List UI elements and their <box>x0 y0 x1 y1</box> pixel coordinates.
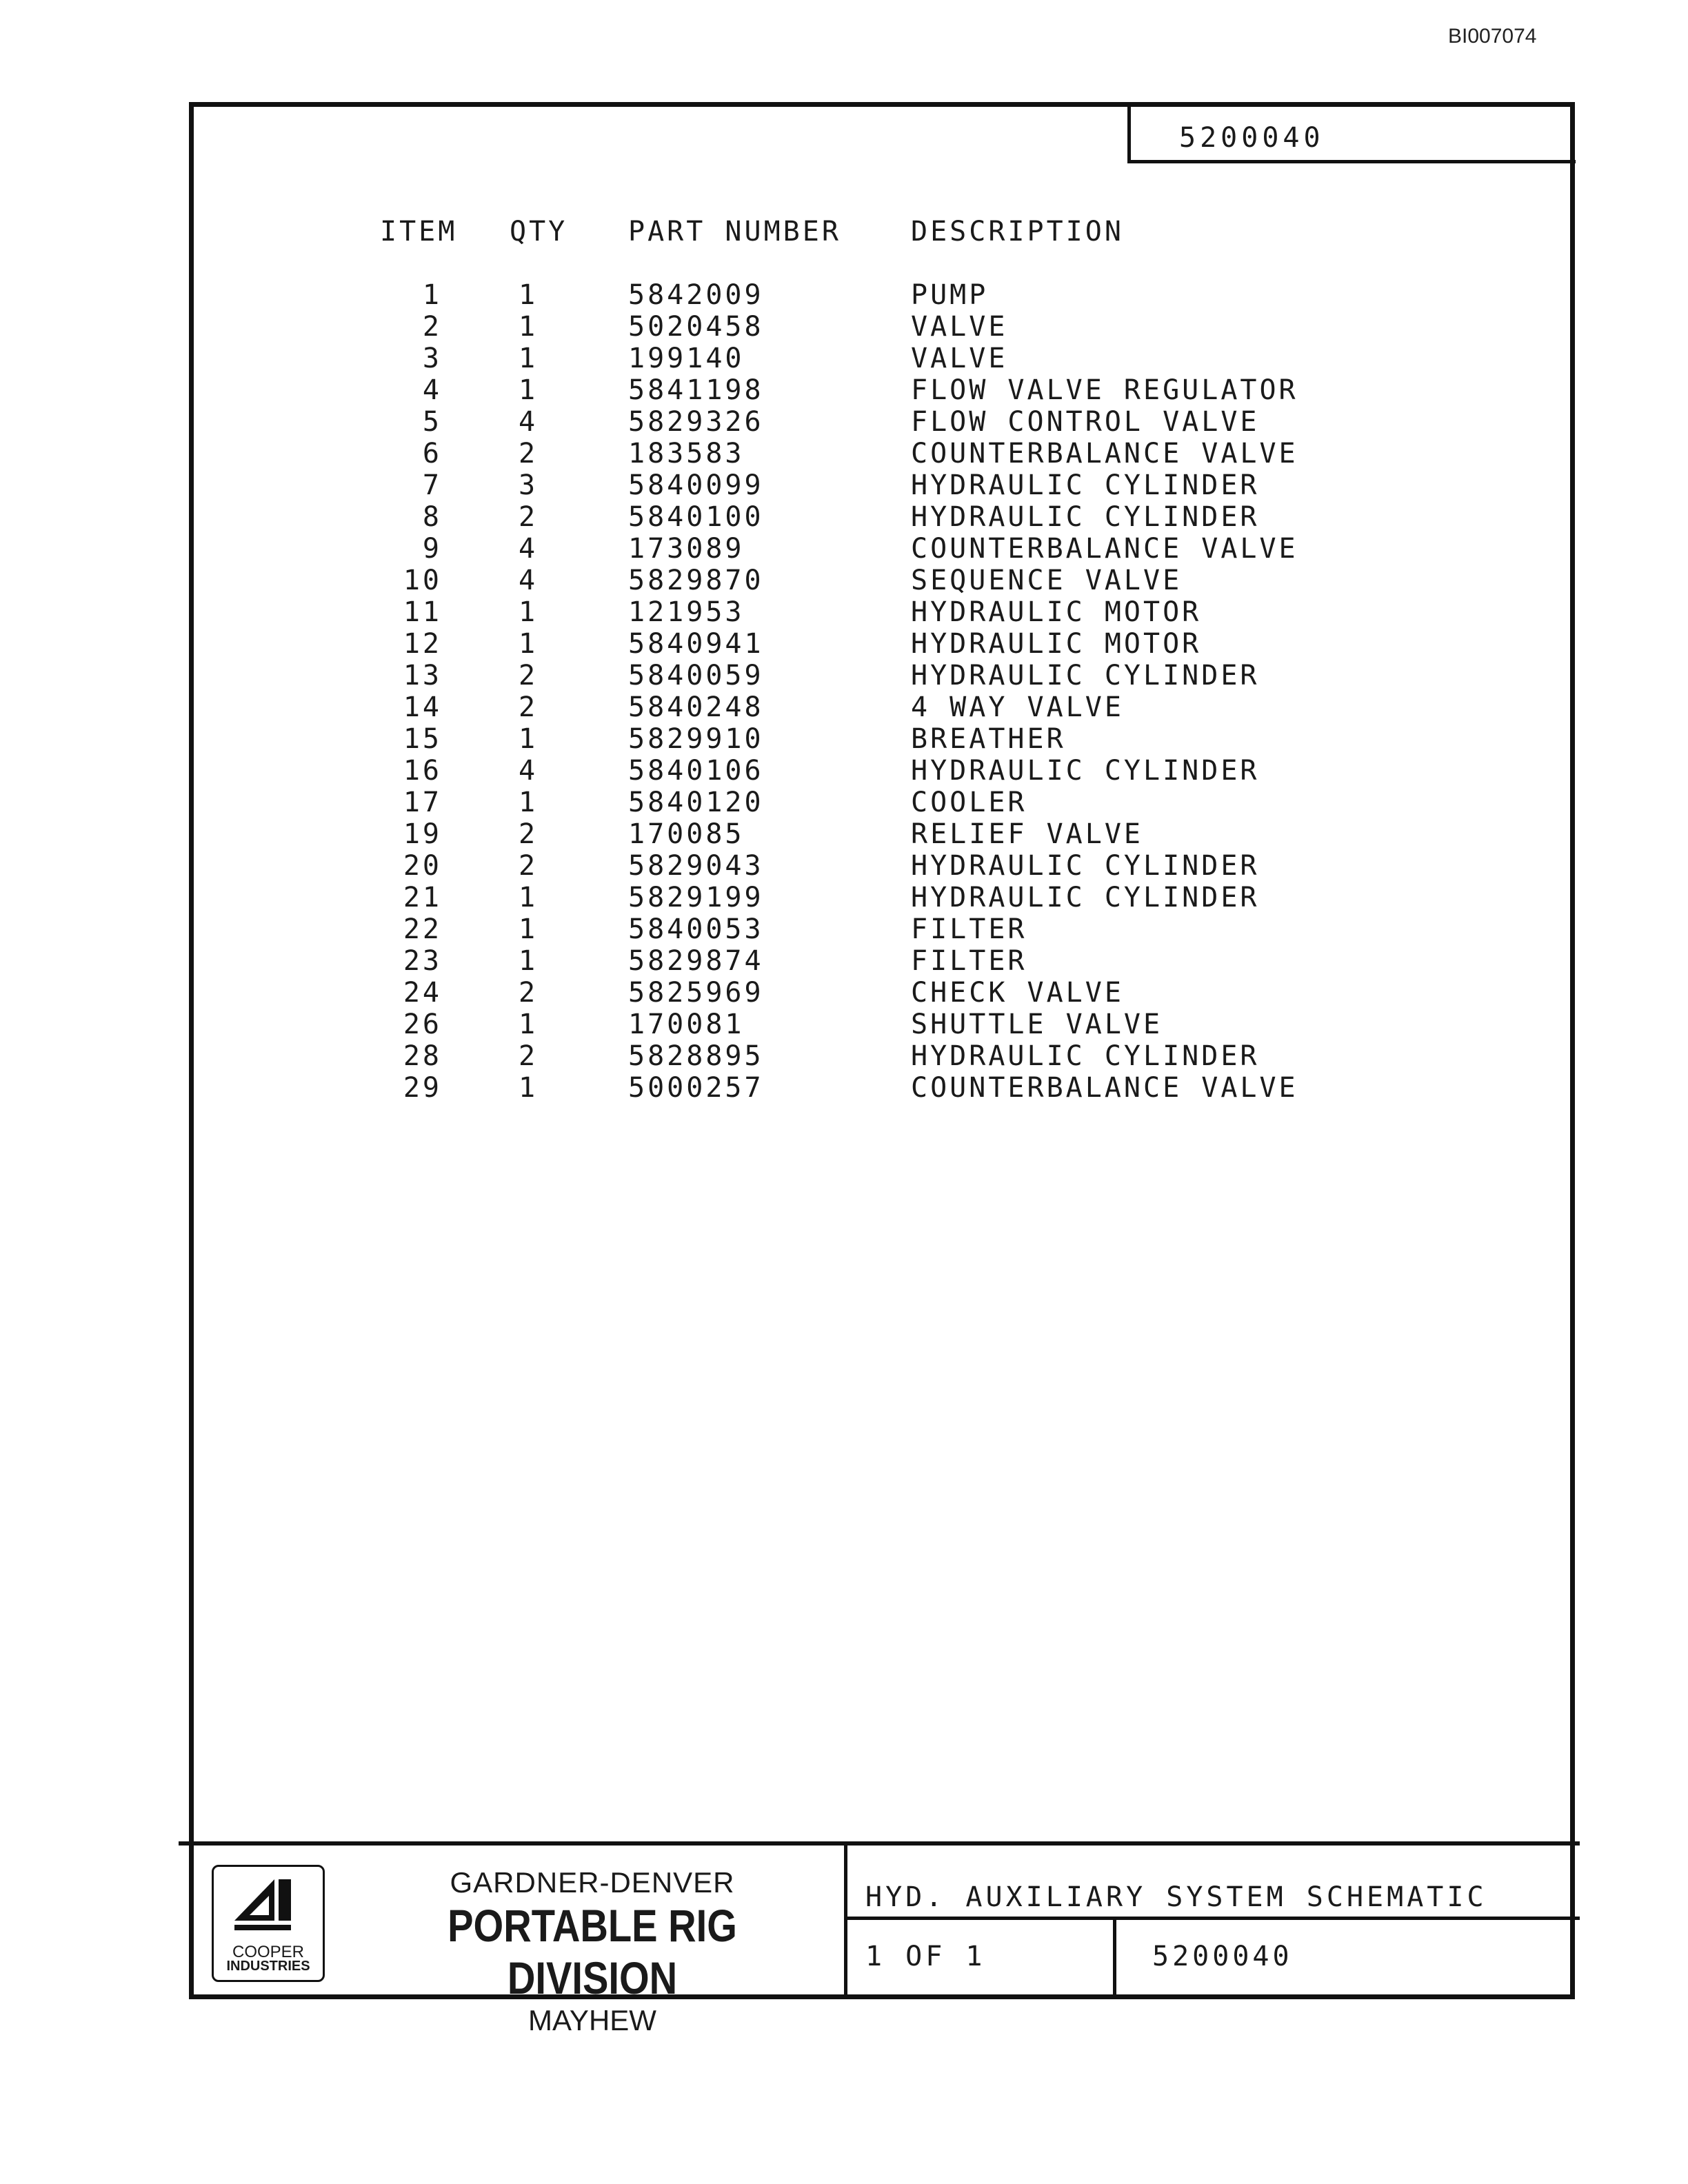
cell-description: BREATHER <box>911 723 1066 755</box>
cooper-industries-logo <box>212 1865 325 1982</box>
cell-qty: 1 <box>518 1009 539 1040</box>
cell-description: COUNTERBALANCE VALVE <box>911 438 1298 469</box>
cell-qty: 2 <box>518 850 539 882</box>
cell-item: 11 <box>403 596 442 628</box>
drawing-number: 5200040 <box>1152 1941 1293 1972</box>
table-row <box>332 913 1394 945</box>
cell-qty: 2 <box>518 818 539 850</box>
cell-part-number: 170081 <box>628 1009 745 1040</box>
cell-qty: 2 <box>518 660 539 691</box>
cell-description: FLOW VALVE REGULATOR <box>911 374 1298 406</box>
cell-qty: 2 <box>518 977 539 1009</box>
cell-qty: 1 <box>518 945 539 977</box>
cell-qty: 1 <box>518 628 539 660</box>
cell-qty: 1 <box>518 723 539 755</box>
cell-qty: 1 <box>518 279 539 311</box>
cell-item: 23 <box>403 945 442 977</box>
cell-part-number: 121953 <box>628 596 745 628</box>
cell-description: HYDRAULIC CYLINDER <box>911 850 1260 882</box>
cell-item: 8 <box>422 501 442 533</box>
cell-item: 7 <box>422 469 442 501</box>
logo-line2: INDUSTRIES <box>226 1959 310 1974</box>
cell-qty: 1 <box>518 882 539 913</box>
cell-part-number: 5000257 <box>628 1072 764 1104</box>
parts-list-header <box>332 216 1394 247</box>
table-row <box>332 882 1394 913</box>
cell-part-number: 5829910 <box>628 723 764 755</box>
company-line3: MAYHEW <box>528 2004 656 2036</box>
cell-qty: 4 <box>518 406 539 438</box>
table-row <box>332 1040 1394 1072</box>
cell-part-number: 5829199 <box>628 882 764 913</box>
drawing-frame <box>189 102 1575 2036</box>
cell-description: HYDRAULIC CYLINDER <box>911 1040 1260 1072</box>
table-row <box>332 406 1394 438</box>
cell-description: HYDRAULIC CYLINDER <box>911 660 1260 691</box>
cell-qty: 3 <box>518 469 539 501</box>
cell-part-number: 170085 <box>628 818 745 850</box>
table-row <box>332 755 1394 787</box>
cell-part-number: 5829870 <box>628 565 764 596</box>
cell-part-number: 5842009 <box>628 279 764 311</box>
company-name <box>351 1866 834 2037</box>
table-row <box>332 343 1394 374</box>
cell-description: CHECK VALVE <box>911 977 1124 1009</box>
cell-item: 5 <box>422 406 442 438</box>
cell-description: COUNTERBALANCE VALVE <box>911 1072 1298 1104</box>
cell-description: COUNTERBALANCE VALVE <box>911 533 1298 565</box>
cell-item: 10 <box>403 565 442 596</box>
cell-part-number: 5828895 <box>628 1040 764 1072</box>
cell-part-number: 5840941 <box>628 628 764 660</box>
company-block <box>179 1846 847 2036</box>
table-row <box>332 628 1394 660</box>
cell-qty: 2 <box>518 691 539 723</box>
cell-description: COOLER <box>911 787 1027 818</box>
cell-qty: 2 <box>518 438 539 469</box>
cell-part-number: 199140 <box>628 343 745 374</box>
sheet-number: 1 OF 1 <box>847 1920 1116 1999</box>
cell-qty: 4 <box>518 565 539 596</box>
header-description: DESCRIPTION <box>911 216 1124 247</box>
table-row <box>332 311 1394 343</box>
cell-description: SEQUENCE VALVE <box>911 565 1183 596</box>
cell-part-number: 5829326 <box>628 406 764 438</box>
cell-item: 28 <box>403 1040 442 1072</box>
cell-part-number: 183583 <box>628 438 745 469</box>
cell-part-number: 5840100 <box>628 501 764 533</box>
cell-description: FILTER <box>911 913 1027 945</box>
bates-number: BI007074 <box>1448 25 1537 48</box>
table-row <box>332 660 1394 691</box>
table-row <box>332 723 1394 755</box>
cell-item: 14 <box>403 691 442 723</box>
header-item: ITEM <box>380 216 458 247</box>
table-row <box>332 565 1394 596</box>
cell-qty: 1 <box>518 311 539 343</box>
cell-description: HYDRAULIC MOTOR <box>911 596 1202 628</box>
parts-list-rows <box>332 279 1394 1104</box>
table-row <box>332 945 1394 977</box>
header-qty: QTY <box>510 216 568 247</box>
cell-qty: 4 <box>518 755 539 787</box>
cell-item: 2 <box>422 311 442 343</box>
cell-qty: 1 <box>518 596 539 628</box>
parts-list <box>332 216 1394 1104</box>
cell-item: 24 <box>403 977 442 1009</box>
cell-description: FLOW CONTROL VALVE <box>911 406 1260 438</box>
cell-description: RELIEF VALVE <box>911 818 1143 850</box>
cell-part-number: 5840059 <box>628 660 764 691</box>
cell-part-number: 5829874 <box>628 945 764 977</box>
cell-qty: 1 <box>518 913 539 945</box>
table-row <box>332 691 1394 723</box>
cell-part-number: 5020458 <box>628 311 764 343</box>
cell-qty: 2 <box>518 501 539 533</box>
drawing-title: HYD. AUXILIARY SYSTEM SCHEMATIC <box>847 1846 1580 1920</box>
table-row <box>332 787 1394 818</box>
cell-qty: 2 <box>518 1040 539 1072</box>
cell-item: 22 <box>403 913 442 945</box>
cell-item: 15 <box>403 723 442 755</box>
cell-description: PUMP <box>911 279 989 311</box>
cell-description: HYDRAULIC CYLINDER <box>911 501 1260 533</box>
cell-item: 26 <box>403 1009 442 1040</box>
cell-part-number: 5840053 <box>628 913 764 945</box>
table-row <box>332 977 1394 1009</box>
cell-qty: 1 <box>518 343 539 374</box>
cell-qty: 1 <box>518 374 539 406</box>
cell-description: 4 WAY VALVE <box>911 691 1124 723</box>
cell-part-number: 5840106 <box>628 755 764 787</box>
cell-part-number: 5825969 <box>628 977 764 1009</box>
cell-item: 20 <box>403 850 442 882</box>
table-row <box>332 279 1394 311</box>
cell-qty: 1 <box>518 787 539 818</box>
company-line2: PORTABLE RIG DIVISION <box>448 1900 737 2003</box>
table-row <box>332 1072 1394 1104</box>
cell-item: 16 <box>403 755 442 787</box>
cell-description: VALVE <box>911 311 1008 343</box>
table-row <box>332 501 1394 533</box>
cell-item: 21 <box>403 882 442 913</box>
cell-item: 1 <box>422 279 442 311</box>
table-row <box>332 818 1394 850</box>
cell-description: FILTER <box>911 945 1027 977</box>
cell-item: 3 <box>422 343 442 374</box>
table-row <box>332 469 1394 501</box>
cell-description: HYDRAULIC CYLINDER <box>911 469 1260 501</box>
table-row <box>332 596 1394 628</box>
cell-part-number: 5840248 <box>628 691 764 723</box>
cooper-logo-mark-icon <box>214 1867 323 1943</box>
table-row <box>332 533 1394 565</box>
cell-item: 19 <box>403 818 442 850</box>
cell-description: VALVE <box>911 343 1008 374</box>
table-row <box>332 438 1394 469</box>
cell-qty: 4 <box>518 533 539 565</box>
cell-item: 6 <box>422 438 442 469</box>
cell-part-number: 5841198 <box>628 374 764 406</box>
cell-description: HYDRAULIC MOTOR <box>911 628 1202 660</box>
title-block <box>179 1841 1580 2036</box>
cell-description: HYDRAULIC CYLINDER <box>911 755 1260 787</box>
table-row <box>332 374 1394 406</box>
cell-item: 4 <box>422 374 442 406</box>
cell-item: 13 <box>403 660 442 691</box>
table-row <box>332 850 1394 882</box>
cell-part-number: 5829043 <box>628 850 764 882</box>
logo-text <box>214 1945 323 1973</box>
document-number-box: 5200040 <box>1127 107 1576 163</box>
cell-part-number: 173089 <box>628 533 745 565</box>
cell-description: HYDRAULIC CYLINDER <box>911 882 1260 913</box>
cell-part-number: 5840120 <box>628 787 764 818</box>
cell-item: 17 <box>403 787 442 818</box>
company-line1: GARDNER-DENVER <box>450 1866 735 1899</box>
cell-item: 12 <box>403 628 442 660</box>
header-part-number: PART NUMBER <box>628 216 841 247</box>
logo-line1: COOPER <box>232 1943 304 1961</box>
cell-part-number: 5840099 <box>628 469 764 501</box>
cell-item: 9 <box>422 533 442 565</box>
cell-qty: 1 <box>518 1072 539 1104</box>
table-row <box>332 1009 1394 1040</box>
cell-description: SHUTTLE VALVE <box>911 1009 1163 1040</box>
cell-item: 29 <box>403 1072 442 1104</box>
